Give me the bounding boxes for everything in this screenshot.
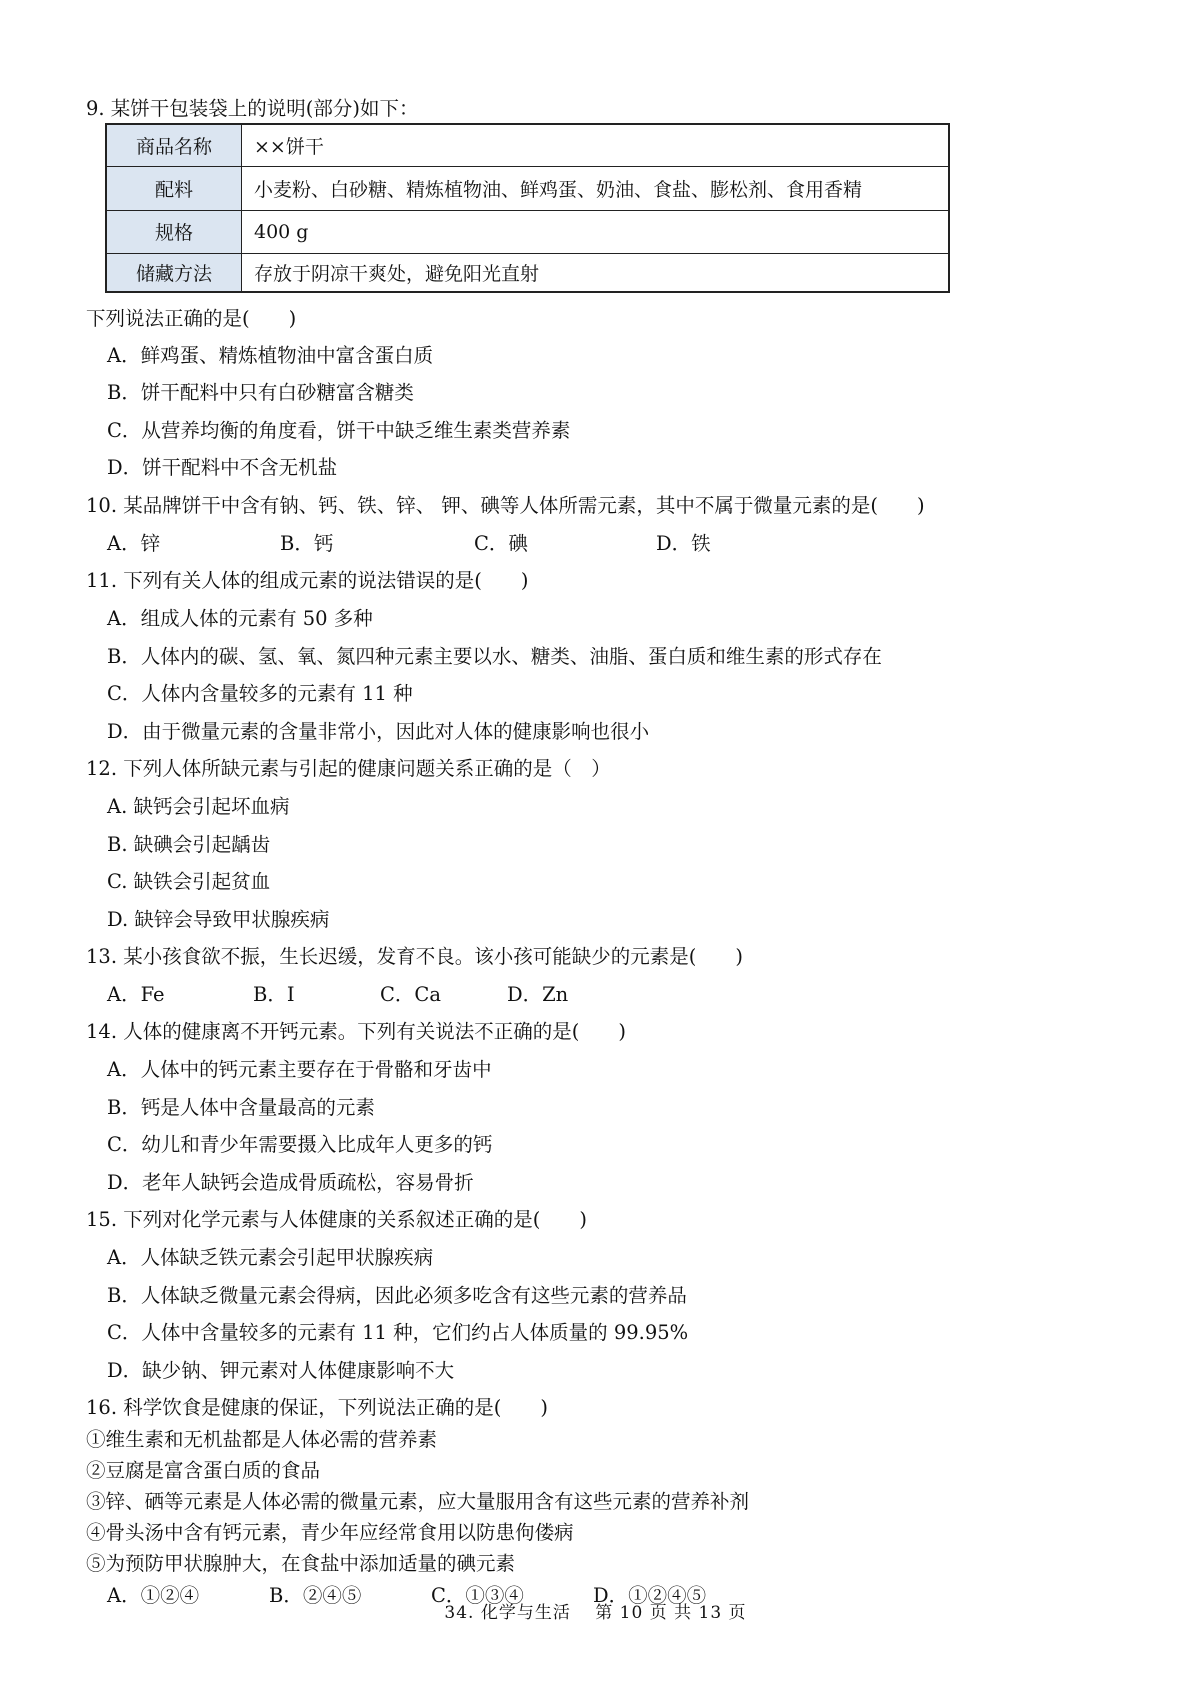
question-14-option-c: C．幼儿和青少年需要摄入比成年人更多的钙 xyxy=(107,1133,493,1156)
question-16-option-c: C．①③④ xyxy=(431,1584,524,1607)
question-15-option-b: B．人体缺乏微量元素会得病，因此必须多吃含有这些元素的营养品 xyxy=(107,1284,687,1307)
question-10-stem: 10. 某品牌饼干中含有钠、钙、铁、锌、 钾、碘等人体所需元素，其中不属于微量元素的是( ) xyxy=(86,494,925,517)
table-value: 小麦粉、白砂糖、精炼植物油、鲜鸡蛋、奶油、食盐、膨松剂、食用香精 xyxy=(242,166,950,210)
table-key: 配料 xyxy=(106,166,242,210)
question-16-statement-3: ③锌、硒等元素是人体必需的微量元素，应大量服用含有这些元素的营养补剂 xyxy=(86,1490,750,1513)
question-11-option-b: B．人体内的碳、氢、氧、氮四种元素主要以水、糖类、油脂、蛋白质和维生素的形式存在 xyxy=(107,645,882,668)
question-15-option-d: D．缺少钠、钾元素对人体健康影响不大 xyxy=(107,1359,455,1382)
question-12-option-b: B. 缺碘会引起龋齿 xyxy=(107,833,271,856)
page-footer: 34. 化学与生活 第 10 页 共 13 页 xyxy=(444,1603,747,1623)
question-11-option-a: A．组成人体的元素有 50 多种 xyxy=(107,607,373,630)
question-16-statement-5: ⑤为预防甲状腺肿大，在食盐中添加适量的碘元素 xyxy=(86,1552,516,1575)
question-9-ask: 下列说法正确的是( ) xyxy=(86,307,297,330)
question-12-option-c: C. 缺铁会引起贫血 xyxy=(107,870,271,893)
question-12-option-d: D. 缺锌会导致甲状腺疾病 xyxy=(107,908,330,931)
question-14-option-b: B．钙是人体中含量最高的元素 xyxy=(107,1096,375,1119)
table-key: 规格 xyxy=(106,210,242,253)
question-16-statement-4: ④骨头汤中含有钙元素，青少年应经常食用以防患佝偻病 xyxy=(86,1521,574,1544)
table-row xyxy=(106,253,949,292)
question-10-option-c: C．碘 xyxy=(474,532,528,555)
question-9-stem: 9. 某饼干包装袋上的说明(部分)如下： xyxy=(86,97,419,120)
table-value: ××饼干 xyxy=(242,124,950,166)
question-16-statement-1: ①维生素和无机盐都是人体必需的营养素 xyxy=(86,1428,438,1451)
question-14-stem: 14. 人体的健康离不开钙元素。下列有关说法不正确的是( ) xyxy=(86,1020,626,1043)
question-12-stem: 12. 下列人体所缺元素与引起的健康问题关系正确的是（ ） xyxy=(86,757,611,780)
table-row xyxy=(106,210,949,253)
question-11-option-d: D．由于微量元素的含量非常小，因此对人体的健康影响也很小 xyxy=(107,720,650,743)
question-15-option-a: A．人体缺乏铁元素会引起甲状腺疾病 xyxy=(107,1246,434,1269)
question-15-option-c: C．人体中含量较多的元素有 11 种，它们约占人体质量的 99.95% xyxy=(107,1321,689,1344)
question-16-statement-2: ②豆腐是富含蛋白质的食品 xyxy=(86,1459,321,1482)
table-row xyxy=(106,166,949,210)
question-10-option-a: A．锌 xyxy=(107,532,161,555)
question-16-option-d: D．①②④⑤ xyxy=(593,1584,707,1607)
question-11-option-c: C．人体内含量较多的元素有 11 种 xyxy=(107,682,413,705)
question-13-option-b: B．I xyxy=(253,983,295,1006)
product-label-table xyxy=(105,123,950,293)
question-13-option-a: A．Fe xyxy=(107,983,165,1006)
question-9-option-b: B．饼干配料中只有白砂糖富含糖类 xyxy=(107,381,414,404)
question-16-stem: 16. 科学饮食是健康的保证，下列说法正确的是( ) xyxy=(86,1396,548,1419)
question-12-option-a: A. 缺钙会引起坏血病 xyxy=(107,795,290,818)
question-9-option-c: C．从营养均衡的角度看，饼干中缺乏维生素类营养素 xyxy=(107,419,571,442)
table-key: 储藏方法 xyxy=(106,253,242,292)
question-13-option-c: C．Ca xyxy=(380,983,441,1006)
question-13-stem: 13. 某小孩食欲不振，生长迟缓，发育不良。该小孩可能缺少的元素是( ) xyxy=(86,945,743,968)
question-14-option-a: A．人体中的钙元素主要存在于骨骼和牙齿中 xyxy=(107,1058,492,1081)
question-16-option-b: B．②④⑤ xyxy=(269,1584,362,1607)
question-10-option-b: B．钙 xyxy=(280,532,334,555)
question-13-option-d: D．Zn xyxy=(507,983,569,1006)
question-16-option-a: A．①②④ xyxy=(107,1584,200,1607)
question-11-stem: 11. 下列有关人体的组成元素的说法错误的是( ) xyxy=(86,569,529,592)
table-value: 400 g xyxy=(242,210,950,253)
question-9-option-a: A．鲜鸡蛋、精炼植物油中富含蛋白质 xyxy=(107,344,434,367)
question-9-option-d: D．饼干配料中不含无机盐 xyxy=(107,456,338,479)
table-key: 商品名称 xyxy=(106,124,242,166)
table-row xyxy=(106,124,949,166)
question-14-option-d: D．老年人缺钙会造成骨质疏松，容易骨折 xyxy=(107,1171,474,1194)
table-value: 存放于阴凉干爽处，避免阳光直射 xyxy=(242,253,950,292)
question-10-option-d: D．铁 xyxy=(656,532,711,555)
question-15-stem: 15. 下列对化学元素与人体健康的关系叙述正确的是( ) xyxy=(86,1208,587,1231)
